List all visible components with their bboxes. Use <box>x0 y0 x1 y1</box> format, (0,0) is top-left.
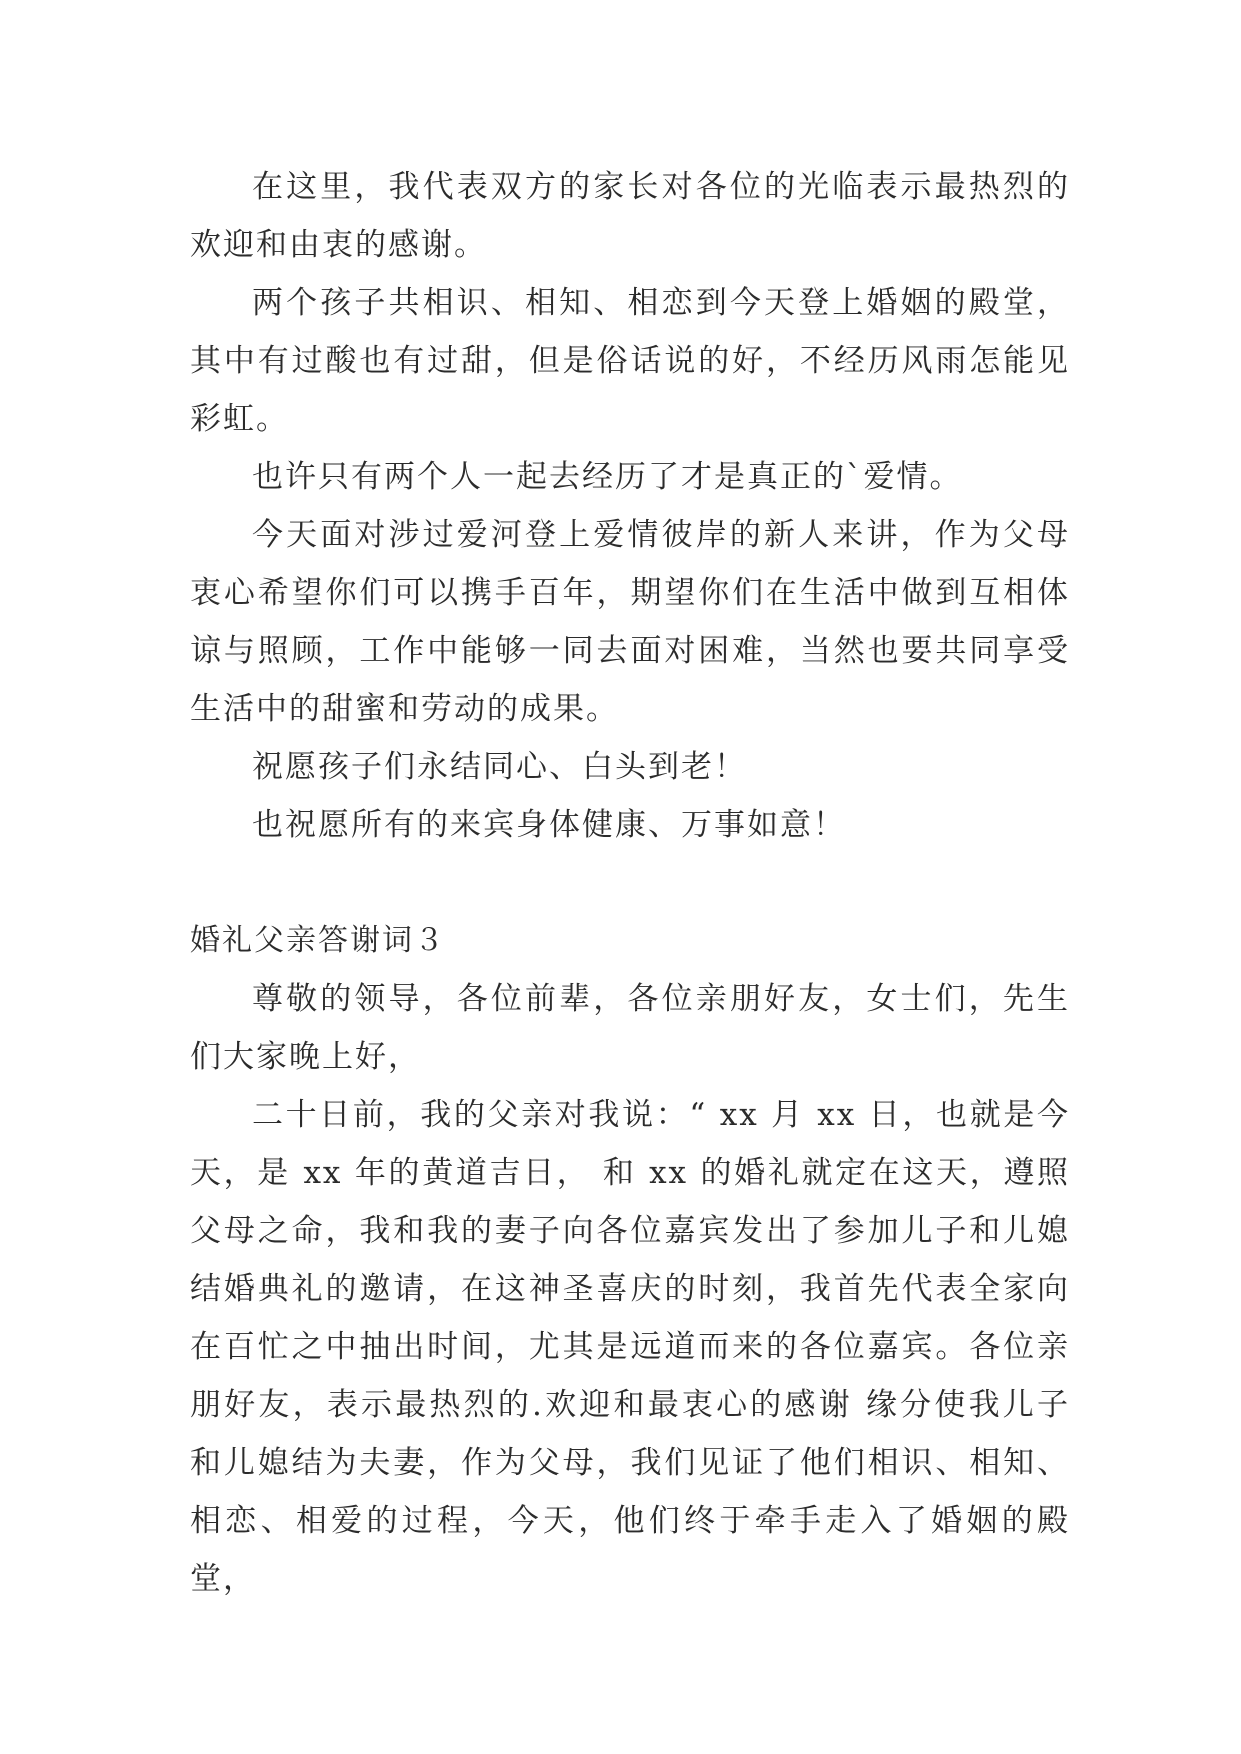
paragraph-blessing-guests: 也祝愿所有的来宾身体健康、万事如意！ <box>252 807 846 843</box>
paragraph-blessing-children: 祝愿孩子们永结同心、白头到老！ <box>252 749 747 785</box>
paragraph-greeting: 尊敬的领导，各位前辈，各位亲朋好友，女士们，先生们大家晚上好， <box>190 981 1070 1075</box>
paragraph-children-journey: 两个孩子共相识、相知、相恋到今天登上婚姻的殿堂，其中有过酸也有过甜，但是俗话说的好，不经历风雨怎能见彩虹。 <box>190 285 1070 437</box>
paragraph-father-speech: 二十日前，我的父亲对我说：“ xx 月 xx 日，也就是今天，是 xx 年的黄道吉日， 和 xx 的婚礼就定在这天，遵照父母之命，我和我的妻子向各位嘉宾发出了参加儿子和儿媳结婚典礼的邀请，在这神圣喜庆的时刻，我首先代表全家向在百忙之中抽出时间，尤其是远道而来的各位嘉宾。各位亲朋好友，表示最热烈的.欢迎和最衷心的感谢 缘分使我儿子和儿媳结为夫妻，作为父母，我们见证了他们相识、相知、相恋、相爱的过程，今天，他们终于牵手走入了婚姻的殿堂， <box>190 1097 1070 1597</box>
paragraph-true-love: 也许只有两个人一起去经历了才是真正的`爱情。 <box>252 459 963 495</box>
paragraph-welcome-thanks: 在这里，我代表双方的家长对各位的光临表示最热烈的欢迎和由衷的感谢。 <box>190 169 1070 263</box>
section-title: 婚礼父亲答谢词３ <box>190 923 446 958</box>
section-spacer <box>190 854 1070 912</box>
paragraph-parents-hope: 今天面对涉过爱河登上爱情彼岸的新人来讲，作为父母衷心希望你们可以携手百年，期望你们在生活中做到互相体谅与照顾，工作中能够一同去面对困难，当然也要共同享受生活中的甜蜜和劳动的成果。 <box>190 517 1070 727</box>
document-body <box>190 158 1070 1608</box>
